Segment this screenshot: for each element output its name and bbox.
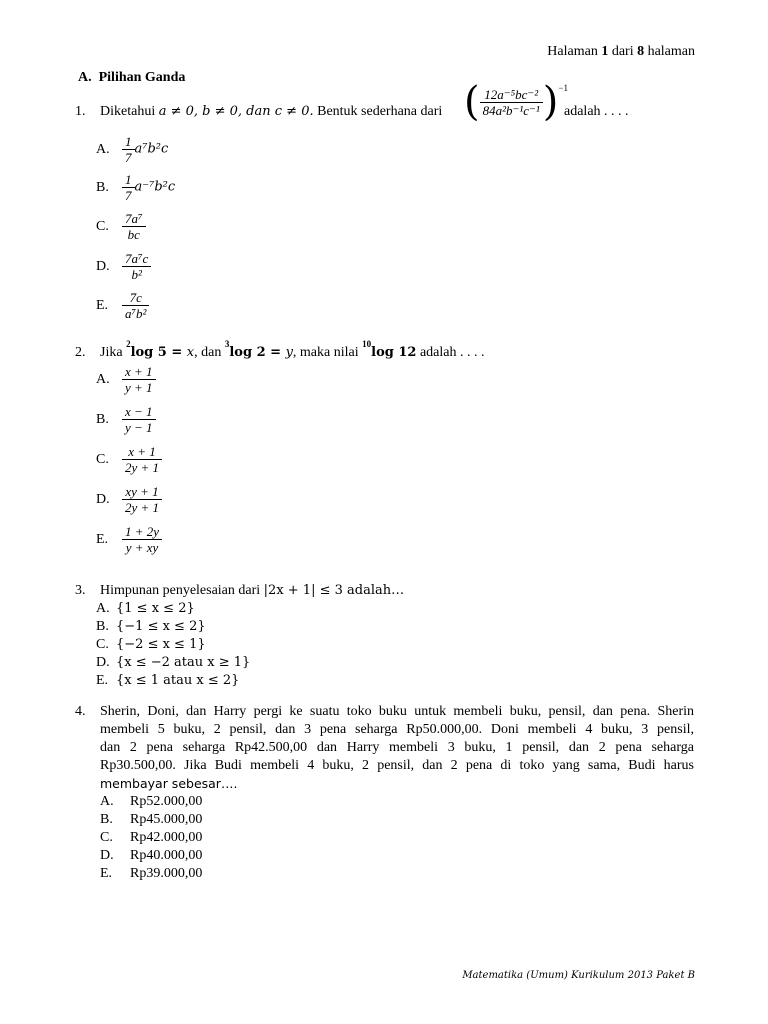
fraction-den: y + xy bbox=[125, 540, 159, 555]
fraction-den: bc bbox=[127, 227, 140, 242]
q4-paragraph bbox=[100, 703, 694, 793]
q3-expression: |2x + 1| ≤ 3 bbox=[263, 583, 343, 598]
q2-option-b bbox=[96, 404, 156, 435]
fraction-num: x + 1 bbox=[122, 444, 162, 460]
q2-text bbox=[100, 339, 485, 362]
option-fraction bbox=[122, 172, 135, 203]
option-fraction bbox=[122, 404, 156, 435]
option-text: Rp52.000,00 bbox=[130, 794, 203, 809]
q2-option-e bbox=[96, 524, 162, 555]
option-tail: a⁷b²c bbox=[134, 141, 169, 157]
fraction-den: 2y + 1 bbox=[125, 500, 160, 515]
option-fraction bbox=[122, 524, 162, 555]
q2-text-dan: , dan bbox=[194, 345, 225, 360]
q1-text-mid: Bentuk sederhana dari bbox=[313, 104, 443, 119]
q4-line-5: membayar sebesar…. bbox=[100, 776, 238, 791]
option-letter: D. bbox=[96, 655, 110, 670]
option-fraction bbox=[122, 290, 149, 321]
q4-line-4: Rp30.500,00. Jika Budi membeli 4 buku, 2 pensil, dan 2 pena di toko yang sama, Budi harus bbox=[100, 758, 694, 773]
fraction-num: 7c bbox=[122, 290, 149, 306]
log3-base: 10 bbox=[362, 339, 372, 350]
left-paren: ( bbox=[464, 79, 480, 125]
q1-expression bbox=[464, 79, 568, 125]
page-current: 1 bbox=[601, 44, 609, 59]
page-prefix: Halaman bbox=[547, 44, 602, 59]
option-letter: B. bbox=[96, 619, 109, 634]
q1-option-e bbox=[96, 290, 149, 321]
option-letter: B. bbox=[96, 179, 109, 195]
q3-option-c bbox=[96, 636, 206, 654]
option-text: {−2 ≤ x ≤ 1} bbox=[116, 637, 206, 652]
fraction-num: 1 bbox=[122, 172, 135, 188]
option-text: {x ≤ 1 atau x ≤ 2} bbox=[116, 673, 240, 688]
option-letter: C. bbox=[100, 830, 113, 845]
q3-option-a bbox=[96, 600, 195, 618]
fraction-num: 1 bbox=[122, 134, 135, 150]
fraction-num: 7a⁷c bbox=[122, 251, 151, 267]
q2-option-c bbox=[96, 444, 162, 475]
option-fraction bbox=[122, 211, 146, 242]
option-fraction bbox=[122, 484, 162, 515]
option-letter: D. bbox=[96, 491, 110, 507]
q2-text-jika: Jika bbox=[100, 345, 127, 360]
option-letter: B. bbox=[100, 812, 113, 827]
log3-expr: log 12 bbox=[371, 345, 417, 360]
option-text: Rp45.000,00 bbox=[130, 812, 203, 827]
q1-number: 1. bbox=[75, 104, 86, 119]
fraction-den: 2y + 1 bbox=[125, 460, 160, 475]
fraction-num: 1 + 2y bbox=[122, 524, 162, 540]
q2-text-maka: , maka nilai bbox=[292, 345, 363, 360]
option-letter: E. bbox=[96, 531, 109, 547]
q2-option-d bbox=[96, 484, 162, 515]
q1-text-pre: Diketahui bbox=[100, 104, 159, 119]
option-letter: C. bbox=[96, 218, 109, 234]
q1-expr-den: 84a²b⁻¹c⁻¹ bbox=[482, 102, 540, 118]
q1-expr-fraction bbox=[480, 87, 543, 118]
option-fraction bbox=[122, 364, 156, 395]
fraction-den: y + 1 bbox=[125, 380, 153, 395]
fraction-num: 7a⁷ bbox=[122, 211, 146, 227]
option-letter: B. bbox=[96, 411, 109, 427]
q1-text-post: adalah . . . . bbox=[564, 104, 629, 119]
option-letter: E. bbox=[96, 297, 109, 313]
option-letter: C. bbox=[96, 637, 109, 652]
option-fraction bbox=[122, 134, 135, 165]
option-text: {1 ≤ x ≤ 2} bbox=[116, 601, 195, 616]
option-letter: D. bbox=[100, 848, 114, 863]
option-fraction bbox=[122, 444, 162, 475]
option-text: Rp42.000,00 bbox=[130, 830, 203, 845]
q4-number: 4. bbox=[75, 704, 86, 719]
fraction-den: 7 bbox=[125, 150, 132, 165]
q1-text bbox=[100, 103, 442, 121]
option-letter: A. bbox=[96, 371, 110, 387]
q1-option-d bbox=[96, 251, 151, 282]
q1-option-c bbox=[96, 211, 146, 242]
q4-option-c bbox=[100, 829, 202, 847]
q3-option-d bbox=[96, 654, 250, 672]
q2-option-a bbox=[96, 364, 156, 395]
option-letter: E. bbox=[100, 866, 113, 881]
right-paren: ) bbox=[542, 79, 559, 125]
q3-text-post: adalah… bbox=[342, 583, 405, 598]
option-text: Rp39.000,00 bbox=[130, 866, 203, 881]
q4-option-e bbox=[100, 865, 202, 883]
option-letter: E. bbox=[96, 673, 109, 688]
footer-text: Matematika (Umum) Kurikulum 2013 Paket B bbox=[462, 970, 695, 981]
q4-line-3: dan 2 pena seharga Rp42.500,00 dan Harry membeli 3 buku, 1 pensil, dan 2 pena seharga bbox=[100, 740, 694, 755]
section-title: A. Pilihan Ganda bbox=[78, 70, 186, 85]
option-text: {−1 ≤ x ≤ 2} bbox=[116, 619, 206, 634]
option-fraction bbox=[122, 251, 151, 282]
option-text: Rp40.000,00 bbox=[130, 848, 203, 863]
fraction-den: y − 1 bbox=[125, 420, 153, 435]
q1-option-a bbox=[96, 134, 168, 165]
q1-expr-exponent: −1 bbox=[558, 83, 568, 93]
q3-text bbox=[100, 582, 404, 600]
option-text: {x ≤ −2 atau x ≥ 1} bbox=[116, 655, 251, 670]
page-total: 8 bbox=[637, 44, 645, 59]
option-letter: A. bbox=[100, 794, 114, 809]
q1-condition: a ≠ 0, b ≠ 0, dan c ≠ 0. bbox=[158, 104, 314, 119]
page-suffix: halaman bbox=[644, 44, 695, 59]
q2-number: 2. bbox=[75, 345, 86, 360]
log1-expr: log 5 = bbox=[130, 345, 187, 360]
fraction-den: b² bbox=[131, 267, 142, 282]
q4-options bbox=[100, 793, 202, 883]
q4-line-1: Sherin, Doni, dan Harry pergi ke suatu toko buku untuk membeli buku, pensil, dan pena. Sherin bbox=[100, 704, 694, 719]
fraction-den: a⁷b² bbox=[125, 306, 147, 321]
q3-number: 3. bbox=[75, 583, 86, 598]
log1-base: 2 bbox=[126, 339, 131, 350]
fraction-num: x − 1 bbox=[122, 404, 156, 420]
option-tail: a⁻⁷b²c bbox=[134, 179, 176, 195]
q3-option-b bbox=[96, 618, 206, 636]
q3-text-pre: Himpunan penyelesaian dari bbox=[100, 583, 264, 598]
q1-option-b bbox=[96, 172, 175, 203]
q4-option-b bbox=[100, 811, 202, 829]
log1-var: x bbox=[186, 345, 195, 360]
page-indicator bbox=[547, 43, 695, 61]
q4-line-2: membeli 5 buku, 2 pensil, dan 3 pena seharga Rp50.000,00. Doni membeli 4 buku, 3 pensil, bbox=[100, 722, 694, 737]
q2-text-post: adalah . . . . bbox=[416, 345, 485, 360]
fraction-den: 7 bbox=[125, 188, 132, 203]
page-mid: dari bbox=[608, 44, 638, 59]
q1-expr-num: 12a⁻⁵bc⁻² bbox=[480, 87, 543, 103]
fraction-num: x + 1 bbox=[122, 364, 156, 380]
log2-var: y bbox=[285, 345, 293, 360]
fraction-num: xy + 1 bbox=[122, 484, 162, 500]
option-letter: C. bbox=[96, 451, 109, 467]
option-letter: D. bbox=[96, 258, 110, 274]
option-letter: A. bbox=[96, 601, 110, 616]
q3-option-e bbox=[96, 672, 239, 690]
option-letter: A. bbox=[96, 141, 110, 157]
q4-option-a bbox=[100, 793, 202, 811]
log2-expr: log 2 = bbox=[229, 345, 286, 360]
q4-option-d bbox=[100, 847, 202, 865]
log2-base: 3 bbox=[224, 339, 230, 350]
